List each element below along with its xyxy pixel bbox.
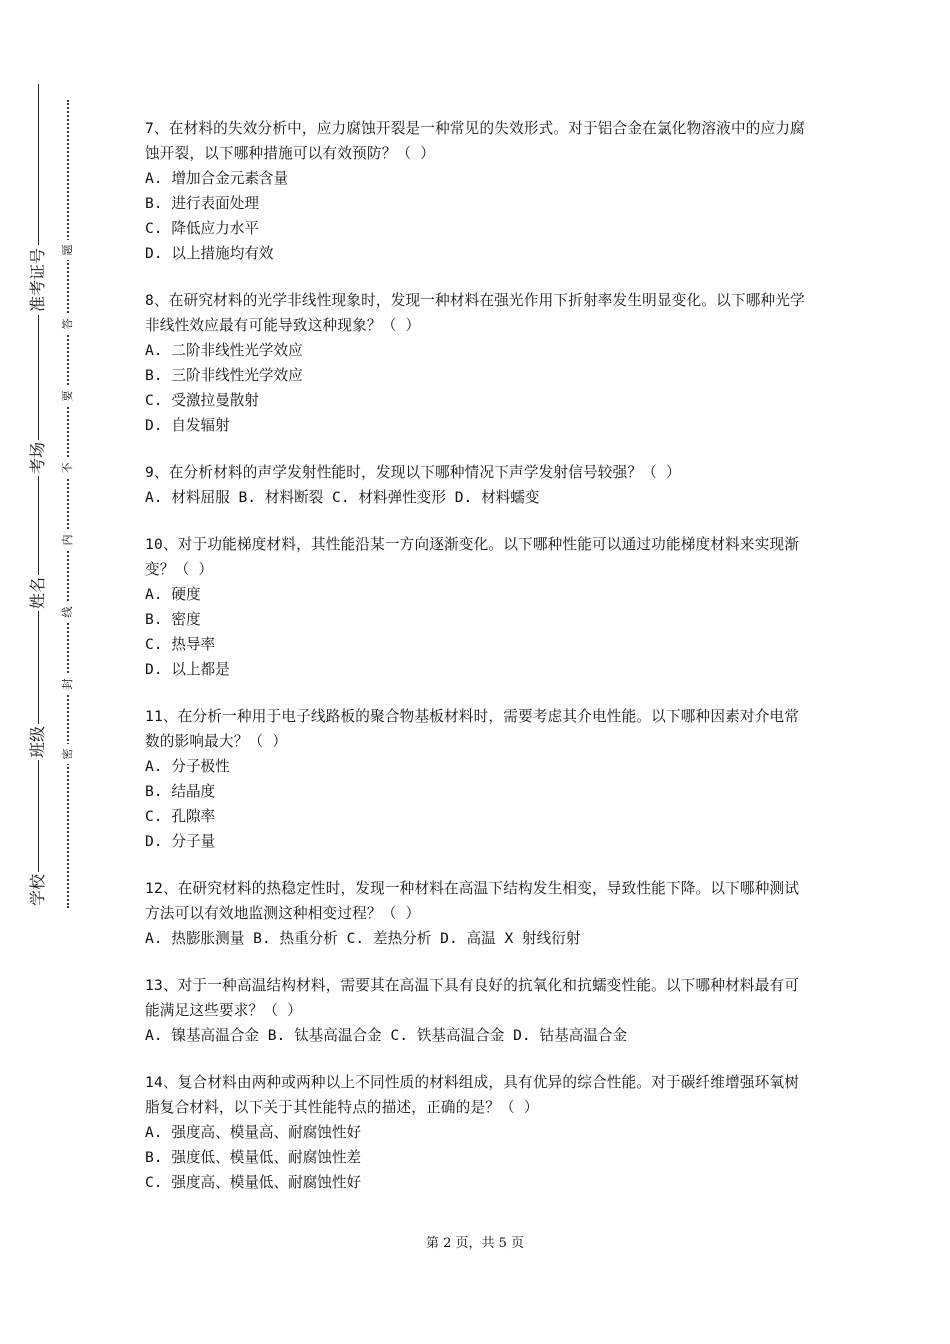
question-text: 11、在分析一种用于电子线路板的聚合物基板材料时，需要考虑其介电性能。以下哪种因素对介电常数的影响最大？（ ）	[145, 708, 800, 750]
option: A. 增加合金元素含量	[145, 170, 289, 187]
option: D. 自发辐射	[145, 417, 230, 434]
question-7	[145, 116, 810, 266]
option: C. 热导率	[145, 636, 216, 653]
option: C. 强度高、模量低、耐腐蚀性好	[145, 1174, 362, 1191]
question-12	[145, 876, 810, 951]
question-list	[145, 116, 810, 1217]
option: A. 强度高、模量高、耐腐蚀性好	[145, 1124, 362, 1141]
option: B. 强度低、模量低、耐腐蚀性差	[145, 1149, 362, 1166]
option-row: A. 热膨胀测量 B. 热重分析 C. 差热分析 D. 高温 X 射线衍射	[145, 930, 581, 947]
binding-dotted-line	[67, 100, 69, 908]
seal-char: 内	[60, 530, 76, 550]
field-name: 姓名	[20, 575, 56, 611]
question-14	[145, 1070, 810, 1195]
option-row: A. 镍基高温合金 B. 钛基高温合金 C. 铁基高温合金 D. 钴基高温合金	[145, 1027, 628, 1044]
field-exam-number: 准考证号	[20, 245, 56, 315]
question-text: 13、对于一种高温结构材料，需要其在高温下具有良好的抗氧化和抗蠕变性能。以下哪种材料最有可能满足这些要求？（ ）	[145, 977, 800, 1019]
question-13	[145, 973, 810, 1048]
option: D. 以上都是	[145, 661, 230, 678]
option: D. 以上措施均有效	[145, 245, 274, 262]
seal-char: 要	[60, 386, 76, 406]
option: A. 二阶非线性光学效应	[145, 342, 303, 359]
option: B. 密度	[145, 611, 201, 628]
field-school: 学校	[20, 872, 56, 908]
question-8	[145, 288, 810, 438]
option: A. 硬度	[145, 586, 201, 603]
option: B. 三阶非线性光学效应	[145, 367, 303, 384]
seal-char: 不	[60, 458, 76, 478]
option: D. 分子量	[145, 833, 216, 850]
question-10	[145, 532, 810, 682]
page-footer: 第 2 页，共 5 页	[425, 1236, 525, 1251]
question-text: 10、对于功能梯度材料，其性能沿某一方向逐渐变化。以下哪种性能可以通过功能梯度材料来实现渐变？（ ）	[145, 536, 800, 578]
option: B. 进行表面处理	[145, 195, 259, 212]
binding-margin	[0, 0, 90, 1344]
option: B. 结晶度	[145, 783, 216, 800]
option-row: A. 材料屈服 B. 材料断裂 C. 材料弹性变形 D. 材料蠕变	[145, 489, 540, 506]
question-9	[145, 460, 810, 510]
option: C. 受激拉曼散射	[145, 392, 259, 409]
question-11	[145, 704, 810, 854]
option: C. 孔隙率	[145, 808, 216, 825]
seal-char: 答	[60, 314, 76, 334]
field-exam-room: 考场	[20, 440, 56, 476]
question-text: 7、在材料的失效分析中，应力腐蚀开裂是一种常见的失效形式。对于铝合金在氯化物溶液中的应力腐蚀开裂，以下哪种措施可以有效预防？（ ）	[145, 120, 805, 162]
seal-char: 线	[60, 602, 76, 622]
question-text: 9、在分析材料的声学发射性能时，发现以下哪种情况下声学发射信号较强？（ ）	[145, 464, 681, 481]
question-text: 8、在研究材料的光学非线性现象时，发现一种材料在强光作用下折射率发生明显变化。以下哪种光学非线性效应最有可能导致这种现象？（ ）	[145, 292, 805, 334]
question-text: 12、在研究材料的热稳定性时，发现一种材料在高温下结构发生相变，导致性能下降。以下哪种测试方法可以有效地监测这种相变过程？（ ）	[145, 880, 800, 922]
option: A. 分子极性	[145, 758, 230, 775]
binding-solid-line	[38, 84, 39, 908]
seal-char: 封	[60, 674, 76, 694]
field-class: 班级	[20, 724, 56, 760]
option: C. 降低应力水平	[145, 220, 259, 237]
question-text: 14、复合材料由两种或两种以上不同性质的材料组成，具有优异的综合性能。对于碳纤维增强环氧树脂复合材料，以下关于其性能特点的描述，正确的是？（ ）	[145, 1074, 800, 1116]
seal-char: 题	[60, 240, 76, 260]
seal-char: 密	[60, 744, 76, 764]
